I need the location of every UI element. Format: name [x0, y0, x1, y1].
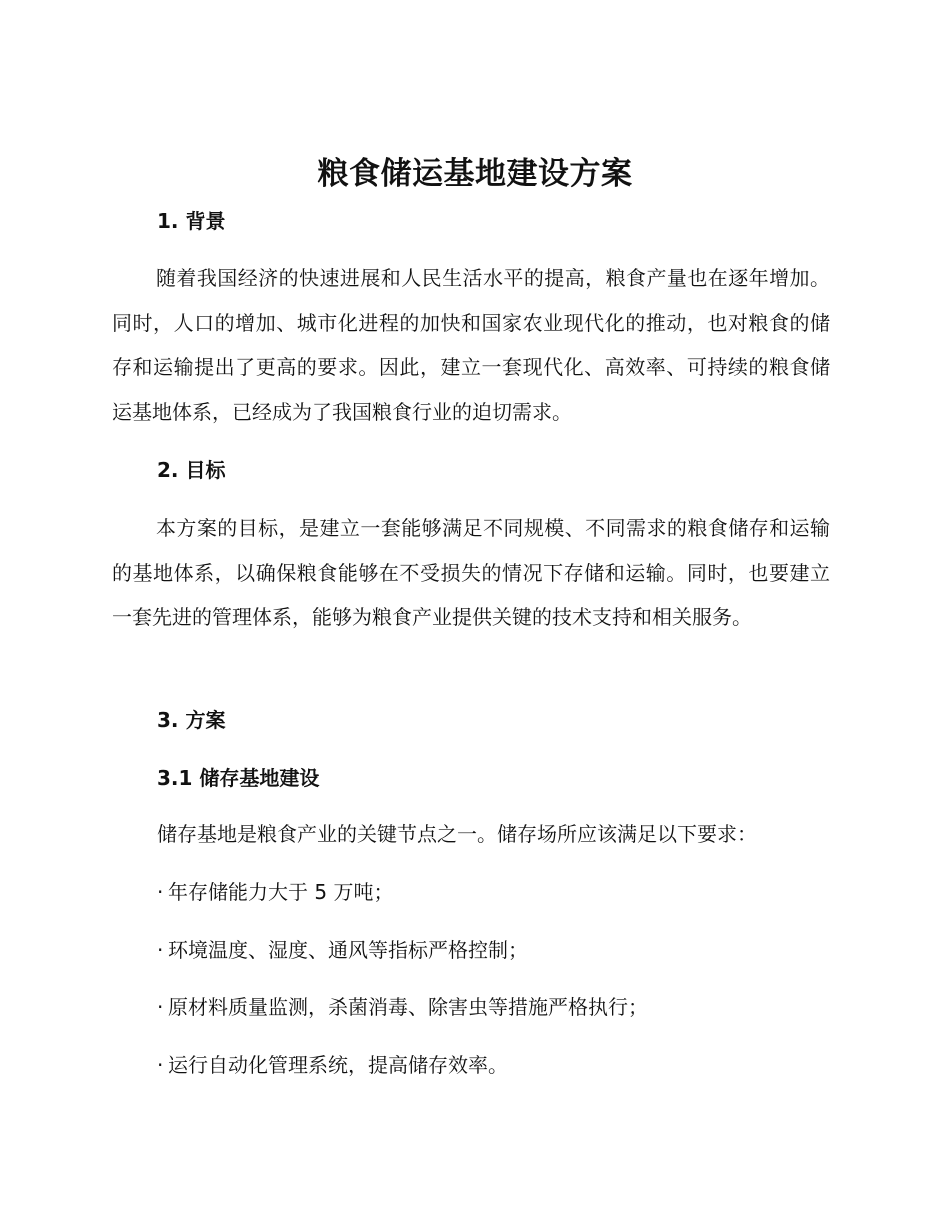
list-item [157, 878, 393, 906]
section-heading-background: 1. 背景 [157, 209, 226, 233]
list-item-text: 运行自动化管理系统，提高储存效率。 [168, 1053, 508, 1077]
list-item-text: 原材料质量监测，杀菌消毒、除害虫等措施严格执行； [168, 995, 648, 1019]
bullet-marker: · [157, 1053, 164, 1077]
list-item [157, 936, 528, 964]
list-item [157, 993, 648, 1021]
subsection-heading-storage: 3.1 储存基地建设 [157, 766, 320, 790]
background-paragraph: 随着我国经济的快速进展和人民生活水平的提高，粮食产量也在逐年增加。同时，人口的增加、城市化进程的加快和国家农业现代化的推动，也对粮食的储存和运输提出了更高的要求。因此，建立一套现代化、高效率、可持续的粮食储运基地体系，已经成为了我国粮食行业的迫切需求。 [112, 266, 830, 424]
list-item [157, 1051, 508, 1079]
list-item-text: 环境温度、湿度、通风等指标严格控制； [168, 938, 528, 962]
list-item-text: 年存储能力大于 5 万吨； [168, 880, 394, 904]
section-heading-goal: 2. 目标 [157, 458, 226, 482]
document-title: 粮食储运基地建设方案 [317, 156, 633, 192]
storage-intro: 储存基地是粮食产业的关键节点之一。储存场所应该满足以下要求： [157, 822, 757, 846]
goal-paragraph: 本方案的目标，是建立一套能够满足不同规模、不同需求的粮食储存和运输的基地体系，以确保粮食能够在不受损失的情况下存储和运输。同时，也要建立一套先进的管理体系，能够为粮食产业提供关键的技术支持和相关服务。 [112, 516, 830, 630]
section-heading-plan: 3. 方案 [157, 708, 226, 732]
bullet-marker: · [157, 995, 164, 1019]
bullet-marker: · [157, 880, 164, 904]
bullet-marker: · [157, 938, 164, 962]
